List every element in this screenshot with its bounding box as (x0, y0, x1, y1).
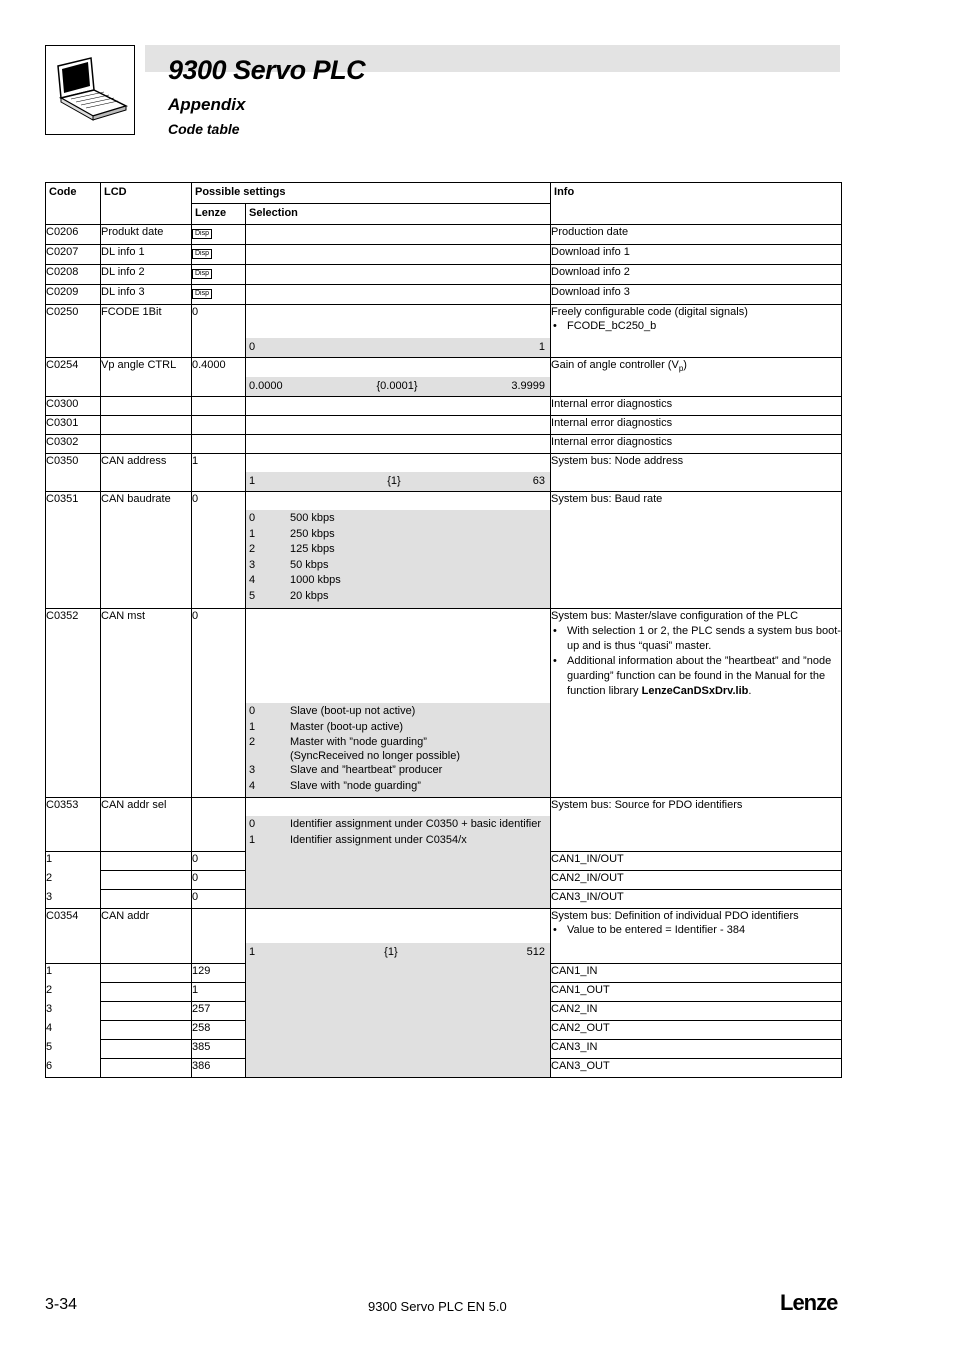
disp-badge: Disp (192, 249, 212, 259)
lenze-cell (192, 265, 246, 285)
lcd-cell (101, 964, 192, 983)
code-cell: C0351 (46, 492, 101, 609)
lcd-cell: CAN addr (101, 909, 192, 964)
document-id: 9300 Servo PLC EN 5.0 (368, 1299, 507, 1314)
range-min: 1 (249, 946, 256, 958)
range-area (246, 943, 550, 1077)
lcd-cell (101, 1021, 192, 1040)
table-row (46, 492, 842, 609)
selection-cell (246, 305, 551, 358)
range-bar (246, 943, 550, 962)
selection-cell (246, 397, 551, 416)
info-cell: CAN1_IN (551, 964, 842, 983)
options-list (246, 510, 550, 608)
lenze-cell: 129 (192, 964, 246, 983)
header-selection: Selection (246, 204, 551, 225)
lenze-cell: 0 (192, 852, 246, 871)
lcd-cell (101, 983, 192, 1002)
selection-cell (246, 358, 551, 397)
lcd-cell (101, 871, 192, 890)
lcd-cell: CAN baudrate (101, 492, 192, 609)
lenze-cell (192, 798, 246, 852)
option-row: 0 Identifier assignment under C0350 + basic identifier (249, 818, 542, 830)
sub-index: 2 (46, 983, 101, 1002)
range-bar (246, 377, 550, 396)
option-row: (SyncReceived no longer possible) (290, 750, 460, 762)
info-bullet: • With selection 1 or 2, the PLC sends a system bus boot-up and is thus “quasi” master. (551, 624, 841, 654)
info-cell: Download info 2 (551, 265, 842, 285)
lenze-cell: 257 (192, 1002, 246, 1021)
table-row (46, 245, 842, 265)
option-row: 3 Slave and ”heartbeat” producer (249, 764, 443, 776)
info-text: Gain of angle controller (V (551, 359, 679, 371)
table-row (46, 435, 842, 454)
info-cell: System bus: Baud rate (551, 492, 842, 609)
info-cell: CAN3_OUT (551, 1059, 842, 1078)
code-cell: C0302 (46, 435, 101, 454)
laptop-icon (46, 46, 134, 134)
lenze-cell: 386 (192, 1059, 246, 1078)
range-step: {0.0001} (376, 380, 418, 392)
info-cell: CAN3_IN (551, 1040, 842, 1059)
option-row: 2 125 kbps (249, 543, 335, 555)
selection-cell (246, 416, 551, 435)
table-row (46, 358, 842, 397)
code-cell: C0354 (46, 909, 101, 964)
range-bar (246, 472, 550, 491)
lenze-cell: 0.4000 (192, 358, 246, 397)
range-bar (246, 338, 550, 357)
page-subtitle: Appendix (168, 95, 246, 114)
lcd-cell (101, 416, 192, 435)
info-cell (551, 358, 842, 397)
header-lcd: LCD (101, 183, 192, 225)
lenze-cell (192, 435, 246, 454)
info-cell (551, 609, 842, 798)
range-max: 512 (526, 946, 546, 958)
info-cell: System bus: Node address (551, 454, 842, 492)
sub-index: 3 (46, 890, 101, 909)
lcd-cell: CAN mst (101, 609, 192, 798)
range-min: 0.0000 (249, 380, 283, 392)
sub-index: 4 (46, 1021, 101, 1040)
sub-index: 6 (46, 1059, 101, 1078)
lcd-cell (101, 852, 192, 871)
lcd-cell: CAN address (101, 454, 192, 492)
code-table (45, 182, 842, 1078)
lcd-cell (101, 1040, 192, 1059)
page-title: 9300 Servo PLC (168, 55, 366, 85)
lcd-cell (101, 435, 192, 454)
brand-logo: Lenze (780, 1290, 838, 1315)
info-cell: Production date (551, 225, 842, 245)
option-row: 1 Master (boot-up active) (249, 720, 404, 733)
info-cell (551, 305, 842, 358)
range-max: 3.9999 (511, 380, 545, 392)
range-max: 1 (538, 341, 545, 353)
code-cell: C0207 (46, 245, 101, 265)
option-row: 0 Slave (boot-up not active) (249, 705, 416, 717)
table-row (46, 265, 842, 285)
info-bullet: • Value to be entered = Identifier - 384 (551, 923, 841, 937)
code-cell: C0301 (46, 416, 101, 435)
lcd-cell: Produkt date (101, 225, 192, 245)
option-row: 3 50 kbps (249, 558, 329, 571)
lenze-cell (192, 245, 246, 265)
lenze-cell: 0 (192, 305, 246, 358)
sub-index: 3 (46, 1002, 101, 1021)
info-cell: Internal error diagnostics (551, 435, 842, 454)
sub-index: 2 (46, 871, 101, 890)
table-row (46, 909, 842, 964)
info-text: Freely configurable code (digital signals) (551, 306, 748, 318)
disp-badge: Disp (192, 229, 212, 239)
lcd-cell: DL info 3 (101, 285, 192, 305)
info-cell: Download info 1 (551, 245, 842, 265)
code-cell: C0250 (46, 305, 101, 358)
code-cell: C0254 (46, 358, 101, 397)
info-text: System bus: Master/slave configuration of the PLC (551, 610, 799, 622)
option-row: 1 Identifier assignment under C0354/x (249, 833, 467, 846)
table-row (46, 285, 842, 305)
sub-index: 1 (46, 964, 101, 983)
code-cell: C0350 (46, 454, 101, 492)
table-row (46, 609, 842, 798)
info-cell: CAN1_IN/OUT (551, 852, 842, 871)
option-row: 4 1000 kbps (249, 574, 341, 586)
lcd-cell (101, 1059, 192, 1078)
lenze-cell: 1 (192, 454, 246, 492)
sub-index: 1 (46, 852, 101, 871)
option-row: 0 500 kbps (249, 512, 335, 524)
info-cell (551, 909, 842, 964)
header-lenze: Lenze (192, 204, 246, 225)
option-row: 2 Master with ”node guarding” (249, 736, 427, 748)
lenze-cell: 0 (192, 492, 246, 609)
code-cell: C0208 (46, 265, 101, 285)
lenze-cell: 258 (192, 1021, 246, 1040)
range-max: 63 (532, 475, 545, 487)
lenze-cell: 385 (192, 1040, 246, 1059)
header-possible-settings: Possible settings (192, 183, 551, 204)
lenze-cell: 0 (192, 609, 246, 798)
selection-cell (246, 909, 551, 1078)
option-row: 4 Slave with ”node guarding” (249, 779, 421, 792)
option-row: 1 250 kbps (249, 527, 335, 540)
info-cell: Download info 3 (551, 285, 842, 305)
code-cell: C0352 (46, 609, 101, 798)
option-row: 5 20 kbps (249, 589, 329, 602)
info-cell: Internal error diagnostics (551, 416, 842, 435)
lcd-cell: Vp angle CTRL (101, 358, 192, 397)
section-title: Code table (168, 121, 240, 137)
options-list (246, 816, 550, 908)
info-text: System bus: Definition of individual PDO identifiers (551, 910, 799, 922)
code-cell: C0353 (46, 798, 101, 852)
lcd-cell: DL info 1 (101, 245, 192, 265)
range-step: {1} (384, 946, 398, 958)
lenze-cell (192, 225, 246, 245)
info-cell: CAN3_IN/OUT (551, 890, 842, 909)
info-cell: CAN2_OUT (551, 1021, 842, 1040)
range-step: {1} (387, 475, 401, 487)
lenze-cell: 0 (192, 890, 246, 909)
header-info: Info (551, 183, 842, 225)
info-bullet: • Additional information about the ”heartbeat” and ”node guarding” function can be found in the Manual for the function library LenzeCanDSxDrv.lib. (551, 654, 841, 699)
selection-cell (246, 609, 551, 798)
header-code: Code (46, 183, 101, 225)
lenze-cell (192, 285, 246, 305)
selection-cell (246, 454, 551, 492)
lcd-cell (101, 1002, 192, 1021)
selection-cell (246, 285, 551, 305)
selection-cell (246, 492, 551, 609)
selection-cell (246, 798, 551, 909)
lenze-cell (192, 909, 246, 964)
table-row (46, 225, 842, 245)
selection-cell (246, 245, 551, 265)
info-cell: System bus: Source for PDO identifiers (551, 798, 842, 852)
lenze-cell (192, 397, 246, 416)
info-cell: CAN2_IN/OUT (551, 871, 842, 890)
disp-badge: Disp (192, 269, 212, 279)
table-row (46, 397, 842, 416)
lenze-cell: 0 (192, 871, 246, 890)
lenze-cell (192, 416, 246, 435)
range-min: 1 (249, 475, 256, 487)
table-row (46, 798, 842, 852)
lcd-cell (101, 890, 192, 909)
lcd-cell: CAN addr sel (101, 798, 192, 852)
info-cell: CAN1_OUT (551, 983, 842, 1002)
code-cell: C0209 (46, 285, 101, 305)
table-row (46, 416, 842, 435)
sub-index: 5 (46, 1040, 101, 1059)
selection-cell (246, 265, 551, 285)
table-row (46, 454, 842, 492)
page-number: 3-34 (45, 1296, 78, 1313)
selection-cell (246, 435, 551, 454)
lenze-cell: 1 (192, 983, 246, 1002)
selection-cell (246, 225, 551, 245)
lcd-cell: FCODE 1Bit (101, 305, 192, 358)
table-header-row (46, 183, 842, 204)
range-min: 0 (249, 341, 256, 353)
info-text-end: ) (683, 359, 687, 371)
laptop-logo-icon (45, 45, 135, 135)
options-list (246, 703, 550, 797)
lcd-cell (101, 397, 192, 416)
info-subscript: p (678, 364, 684, 374)
info-cell: CAN2_IN (551, 1002, 842, 1021)
table-row (46, 305, 842, 358)
info-cell: Internal error diagnostics (551, 397, 842, 416)
lcd-cell: DL info 2 (101, 265, 192, 285)
disp-badge: Disp (192, 289, 212, 299)
info-bullet: • FCODE_bC250_b (551, 319, 841, 333)
code-cell: C0206 (46, 225, 101, 245)
code-cell: C0300 (46, 397, 101, 416)
